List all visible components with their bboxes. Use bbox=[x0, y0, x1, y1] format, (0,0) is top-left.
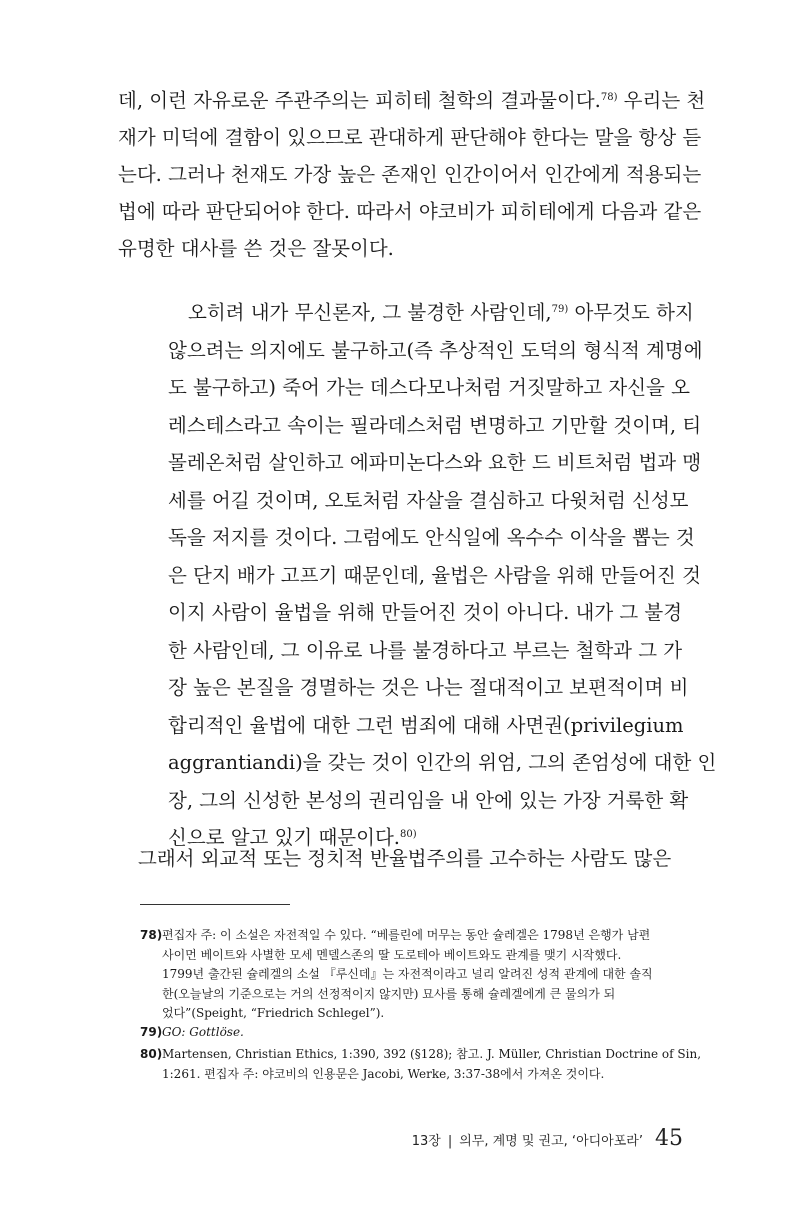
footnote-ref-80[interactable]: 80) bbox=[400, 829, 417, 840]
footnote-line: Martensen, Christian Ethics, 1:390, 392 (§128); 참고. J. Müller, Christian Doctrine of Sin, bbox=[162, 1047, 702, 1061]
chapter-label: 13장 bbox=[411, 1134, 441, 1149]
block-quote bbox=[168, 294, 717, 857]
footnote-79 bbox=[140, 1023, 685, 1043]
footnote-78 bbox=[140, 926, 685, 1024]
text-line: 합리적인 율법에 대한 그런 범죄에 대해 사면권(privilegium bbox=[168, 713, 684, 737]
text-line: 세를 어길 것이며, 오토처럼 자살을 결심하고 다윗처럼 신성모 bbox=[168, 488, 689, 512]
text-line: 는다. 그러나 천재도 가장 높은 존재인 인간이어서 인간에게 적용되는 bbox=[118, 163, 702, 186]
text-line: 은 단지 배가 고프기 때문인데, 율법은 사람을 위해 만들어진 것 bbox=[168, 563, 701, 587]
text-line: 장 높은 본질을 경멸하는 것은 나는 절대적이고 보편적이며 비 bbox=[168, 676, 689, 699]
text-line: 데, 이런 자유로운 주관주의는 피히테 철학의 결과물이다.$^{78)}$ 우리는 천 bbox=[118, 89, 706, 112]
text-line: 유명한 대사를 쓴 것은 잘못이다. bbox=[118, 237, 394, 260]
text-line: 법에 따라 판단되어야 한다. 따라서 야코비가 피히테에게 다음과 같은 bbox=[118, 200, 702, 223]
chapter-title: 의무, 계명 및 권고, ‘아디아포라’ bbox=[459, 1134, 643, 1149]
text-line: 레스테스라고 속이는 필라데스처럼 변명하고 기만할 것이며, 티 bbox=[168, 413, 702, 437]
footnote-line: GO: Gottlöse. bbox=[162, 1025, 244, 1039]
text-line: 오히려 내가 무신론자, 그 불경한 사람인데,$^{79)}$ 아무것도 하지 bbox=[188, 301, 694, 324]
body-paragraph-1 bbox=[118, 82, 706, 267]
body-paragraph-2 bbox=[138, 840, 682, 877]
text-line: 않으려는 의지에도 불구하고(즉 추상적인 도덕의 형식적 계명에 bbox=[168, 338, 703, 362]
text-line: 그래서 외교적 또는 정치적 반율법주의를 고수하는 사람도 많은 bbox=[138, 847, 672, 870]
footnote-line: 1799년 출간된 슐레겔의 소설 『루신데』는 자전적이라고 널리 알려진 성적 관계에 대한 솔직 bbox=[162, 967, 653, 981]
text-line: aggrantiandi)을 갖는 것이 인간의 위엄, 그의 존엄성에 대한 인 bbox=[168, 751, 717, 774]
footnote-line: 었다”(Speight, “Friedrich Schlegel”). bbox=[162, 1006, 385, 1020]
footnote-line: 편집자 주: 이 소설은 자전적일 수 있다. “베를린에 머무는 동안 슐레겔은 1798년 은행가 남편 bbox=[162, 928, 651, 942]
text-line: 몰레온처럼 살인하고 에파미논다스와 요한 드 비트처럼 법과 맹 bbox=[168, 451, 702, 474]
footnote-line: 사이먼 베이트와 사별한 모세 멘델스존의 딸 도로테아 베이트와도 관계를 맺기 시작했다. bbox=[162, 947, 622, 962]
footnote-number: 80) bbox=[140, 1047, 163, 1061]
footnote-divider bbox=[140, 904, 290, 905]
footnote-80 bbox=[140, 1045, 702, 1084]
footnote-ref-78[interactable]: 78) bbox=[600, 92, 618, 103]
footnote-number: 79) bbox=[140, 1025, 163, 1039]
text-line: 장, 그의 신성한 본성의 권리임을 내 안에 있는 가장 거룩한 확 bbox=[168, 788, 689, 812]
footnote-ref-79[interactable]: 79) bbox=[551, 304, 569, 315]
text-line: 이지 사람이 율법을 위해 만들어진 것이 아니다. 내가 그 불경 bbox=[168, 601, 683, 624]
running-footer bbox=[412, 1126, 683, 1151]
footnote-line: 한(오늘날의 기준으로는 거의 선정적이지 않지만) 묘사를 통해 슐레겔에게 큰 물의가 되 bbox=[162, 986, 616, 1001]
page-number: 45 bbox=[655, 1126, 683, 1151]
text-line: 독을 저지를 것이다. 그럼에도 안식일에 옥수수 이삭을 뽑는 것 bbox=[168, 526, 695, 549]
footer-separator: | bbox=[447, 1134, 453, 1149]
footnote-line: 1:261. 편집자 주: 야코비의 인용문은 Jacobi, Werke, 3:37-38에서 가져온 것이다. bbox=[162, 1066, 605, 1081]
text-line: 신으로 알고 있기 때문이다.$^{80)}$ bbox=[168, 826, 417, 849]
text-line: 도 불구하고) 죽어 가는 데스다모나처럼 거짓말하고 자신을 오 bbox=[168, 376, 690, 399]
footnote-number: 78) bbox=[140, 928, 163, 942]
text-line: 재가 미덕에 결함이 있으므로 관대하게 판단해야 한다는 말을 항상 듣 bbox=[118, 126, 702, 149]
text-line: 한 사람인데, 그 이유로 나를 불경하다고 부르는 철학과 그 가 bbox=[168, 638, 683, 662]
